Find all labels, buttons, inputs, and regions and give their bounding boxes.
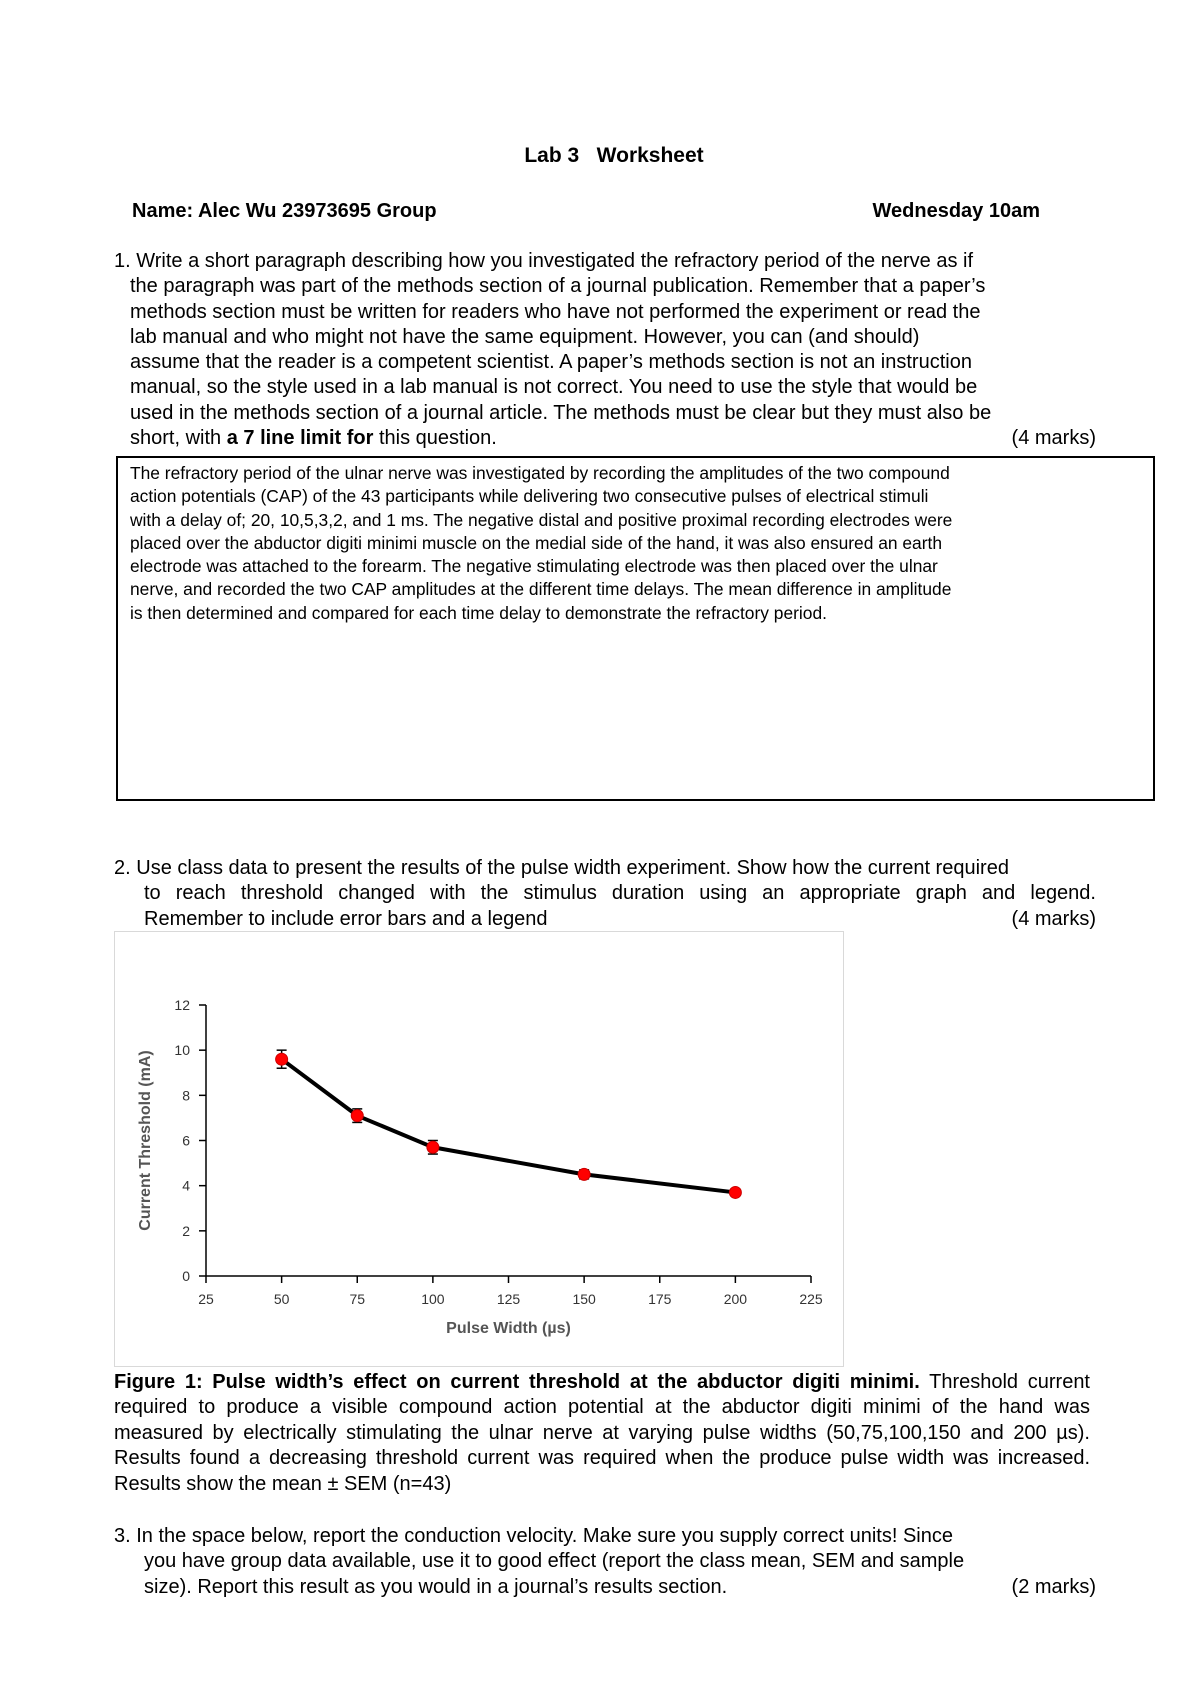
question-1-line: assume that the reader is a competent scientist. A paper’s methods section is not an instruction bbox=[130, 351, 972, 374]
x-tick-label: 175 bbox=[648, 1291, 672, 1307]
figure-caption-text: Threshold current required to produce a visible compound action potential at the abductor digiti minimi of the hand was measured by electrically stimulating the ulnar nerve at varying pulse widths (50,75,100,150 and 200 µs). Results found a decreasing threshold current was required when the produce pulse width was increased. Results show the mean ± SEM (n=43) bbox=[114, 1371, 1090, 1495]
question-2-marks: (4 marks) bbox=[1011, 907, 1096, 930]
question-2-line: Remember to include error bars and a legend (4 marks) bbox=[114, 907, 1096, 932]
y-tick-label: 10 bbox=[174, 1042, 190, 1059]
y-axis-title: Current Threshold (mA) bbox=[137, 1050, 154, 1231]
y-tick-label: 12 bbox=[174, 997, 190, 1013]
answer-line: is then determined and compared for each time delay to demonstrate the refractory period. bbox=[130, 602, 827, 623]
question-1-line: lab manual and who might not have the same equipment. However, you can (and should) bbox=[130, 325, 920, 348]
answer-line: action potentials (CAP) of the 43 participants while delivering two consecutive pulses of electrical stimuli bbox=[130, 486, 929, 507]
question-1-last-line: short, with a 7 line limit for this question. (4 marks) bbox=[114, 426, 1096, 451]
question-1 bbox=[114, 249, 1096, 451]
question-3-line: In the space below, report the conduction velocity. Make sure you supply correct units! Since bbox=[136, 1525, 953, 1547]
question-1-line: used in the methods section of a journal article. The methods must be clear but they must also be bbox=[130, 401, 992, 424]
question-1-answer-box[interactable] bbox=[116, 456, 1155, 801]
question-3 bbox=[114, 1524, 1096, 1600]
question-1-line: manual, so the style used in a lab manual is not correct. You need to use the style that would be bbox=[130, 376, 978, 399]
question-3-line: size). Report this result as you would in a journal’s results section. (2 marks) bbox=[114, 1575, 1096, 1600]
answer-line: electrode was attached to the forearm. The negative stimulating electrode was then placed over the ulnar bbox=[130, 556, 938, 577]
figure-caption-title: Figure 1: Pulse width’s effect on current threshold at the abductor digiti minimi. bbox=[114, 1371, 920, 1393]
question-1-marks: (4 marks) bbox=[1011, 427, 1096, 450]
pulse-width-chart bbox=[114, 931, 844, 1367]
question-3-marks: (2 marks) bbox=[1011, 1575, 1096, 1598]
question-1-number: 1. bbox=[114, 250, 131, 272]
x-tick-label: 50 bbox=[273, 1291, 290, 1307]
page-title: Lab 3 Worksheet bbox=[524, 144, 704, 167]
y-tick-label: 6 bbox=[182, 1132, 190, 1149]
question-1-line: the paragraph was part of the methods section of a journal publication. Remember that a paper’s bbox=[130, 275, 986, 298]
question-1-line: Write a short paragraph describing how you investigated the refractory period of the nerve as if bbox=[136, 250, 973, 272]
x-tick-label: 200 bbox=[723, 1291, 748, 1307]
x-axis-title: Pulse Width (µs) bbox=[446, 1320, 571, 1337]
question-3-number: 3. bbox=[114, 1525, 131, 1547]
y-tick-label: 2 bbox=[182, 1222, 190, 1239]
answer-line: The refractory period of the ulnar nerve was investigated by recording the amplitudes of the two compound bbox=[130, 463, 950, 483]
x-tick-label: 75 bbox=[349, 1291, 366, 1307]
answer-line: with a delay of; 20, 10,5,3,2, and 1 ms. The negative distal and positive proximal recording electrodes were bbox=[130, 509, 953, 530]
x-tick-label: 225 bbox=[799, 1291, 823, 1307]
figure-caption bbox=[114, 1370, 1090, 1497]
question-2-number: 2. bbox=[114, 857, 131, 879]
session-time: Wednesday 10am bbox=[872, 200, 1040, 222]
student-name: Name: Alec Wu 23973695 Group bbox=[132, 200, 437, 222]
chart-canvas bbox=[115, 932, 845, 1368]
name-row bbox=[132, 200, 1040, 223]
data-point bbox=[578, 1168, 590, 1180]
question-1-line: methods section must be written for readers who have not performed the experiment or read the bbox=[130, 300, 981, 323]
data-point bbox=[351, 1110, 363, 1122]
x-tick-label: 25 bbox=[198, 1291, 214, 1307]
question-3-line: you have group data available, use it to good effect (report the class mean, SEM and sample bbox=[144, 1550, 965, 1573]
y-tick-label: 4 bbox=[182, 1177, 190, 1194]
line-limit-emphasis: a 7 line limit for bbox=[226, 427, 374, 450]
series-line bbox=[282, 1059, 736, 1192]
answer-line: nerve, and recorded the two CAP amplitudes at the different time delays. The mean difference in amplitude bbox=[130, 579, 952, 600]
question-2-line: to reach threshold changed with the stimulus duration using an appropriate graph and legend. bbox=[144, 882, 1096, 905]
answer-line: placed over the abductor digiti minimi muscle on the medial side of the hand, it was also ensured an earth bbox=[130, 532, 943, 553]
data-point bbox=[427, 1141, 439, 1153]
x-tick-label: 150 bbox=[572, 1291, 596, 1307]
y-tick-label: 0 bbox=[182, 1268, 190, 1284]
question-2 bbox=[114, 856, 1096, 932]
question-2-line: Use class data to present the results of the pulse width experiment. Show how the current required bbox=[136, 857, 1009, 879]
y-tick-label: 8 bbox=[182, 1087, 190, 1104]
x-tick-label: 125 bbox=[496, 1291, 521, 1307]
data-point bbox=[729, 1186, 741, 1198]
x-tick-label: 100 bbox=[421, 1291, 445, 1307]
data-point bbox=[276, 1053, 288, 1065]
